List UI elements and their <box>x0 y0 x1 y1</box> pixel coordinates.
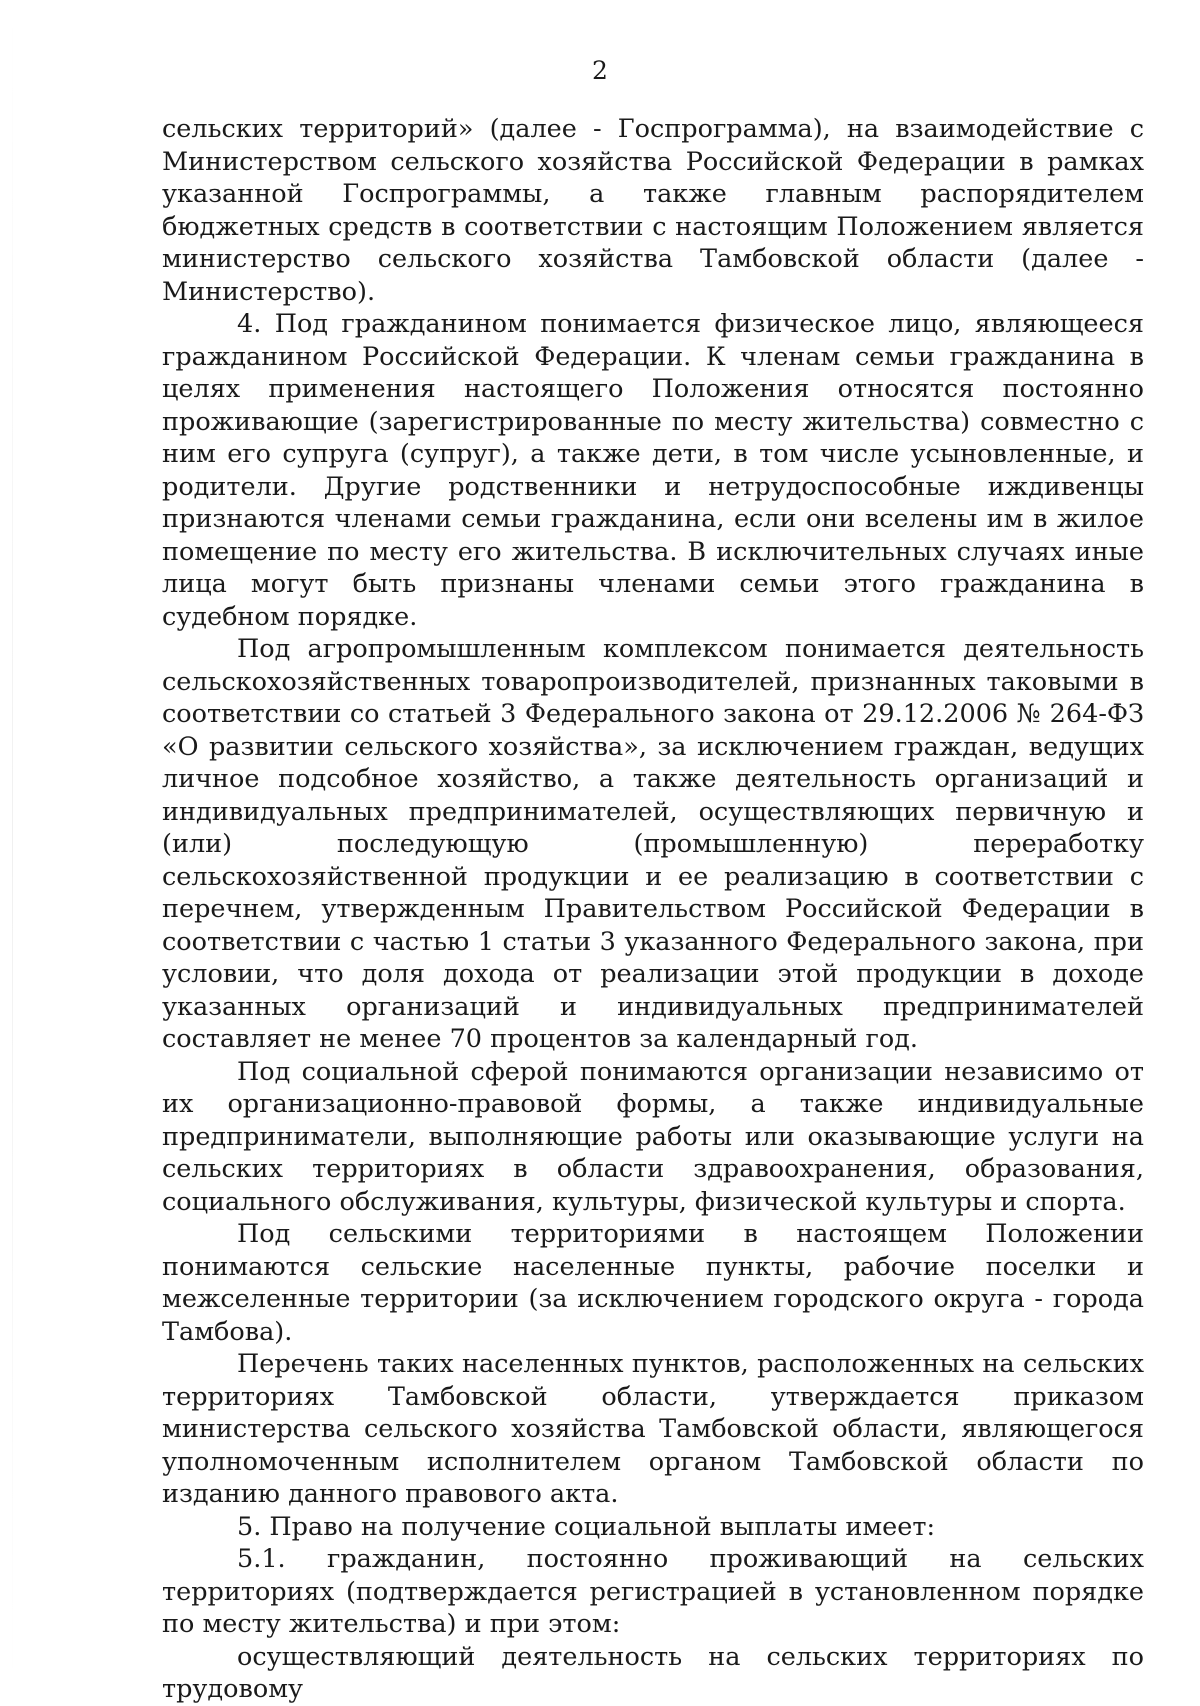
paragraph-7: 5. Право на получение социальной выплаты имеет: <box>237 1511 936 1542</box>
paragraph-9: осуществляющий деятельность на сельских территориях по трудовому <box>162 1641 1144 1704</box>
page-number: 2 <box>592 56 608 85</box>
paragraph-8: 5.1. гражданин, постоянно проживающий на сельских территориях (подтверждается регистрацией в установленном порядке по месту жительства) и при этом: <box>162 1544 1144 1639</box>
scan-edge <box>12 0 13 1697</box>
document-body <box>162 113 1144 1706</box>
paragraph-6: Перечень таких населенных пунктов, расположенных на сельских территориях Тамбовской области, утверждается приказом министерства сельского хозяйства Тамбовской области, являющегося уполномоченным исполнителем органом Тамбовской области по изданию данного правового акта. <box>162 1349 1144 1509</box>
paragraph-5: Под сельскими территориями в настоящем Положении понимаются сельские населенные пункты, рабочие поселки и межселенные территории (за исключением городского округа - города Тамбова). <box>162 1219 1144 1347</box>
paragraph-4: Под социальной сферой понимаются организации независимо от их организационно-правовой формы, а также индивидуальные предприниматели, выполняющие работы или оказывающие услуги на сельских территориях в области здравоохранения, образования, социального обслуживания, культуры, физической культуры и спорта. <box>162 1056 1144 1217</box>
paragraph-3: Под агропромышленным комплексом понимается деятельность сельскохозяйственных товаропроизводителей, признанных таковыми в соответствии со статьей 3 Федерального закона от 29.12.2006 № 264-ФЗ «О развитии сельского хозяйства», за исключением граждан, ведущих личное подсобное хозяйство, а также деятельность организаций и индивидуальных предпринимателей, осуществляющих первичную и (или) последующую (промышленную) переработку сельскохозяйственной продукции и ее реализацию в соответствии с перечнем, утвержденным Правительством Российской Федерации в соответствии с частью 1 статьи 3 указанного Федерального закона, при условии, что доля дохода от реализации этой продукции в доходе указанных организаций и индивидуальных предпринимателей составляет не менее 70 процентов за календарный год. <box>162 634 1144 1054</box>
paragraph-1: сельских территорий» (далее - Госпрограмма), на взаимодействие с Министерством сельского хозяйства Российской Федерации в рамках указанной Госпрограммы, а также главным распорядителем бюджетных средств в соответствии с настоящим Положением является министерство сельского хозяйства Тамбовской области (далее - Министерство). <box>162 114 1144 307</box>
paragraph-2: 4. Под гражданином понимается физическое лицо, являющееся гражданином Российской Федерации. К членам семьи гражданина в целях применения настоящего Положения относятся постоянно проживающие (зарегистрированные по месту жительства) совместно с ним его супруга (супруг), а также дети, в том числе усыновленные, и родители. Другие родственники и нетрудоспособные иждивенцы признаются членами семьи гражданина, если они вселены им в жилое помещение по месту его жительства. В исключительных случаях иные лица могут быть признаны членами семьи этого гражданина в судебном порядке. <box>162 309 1144 632</box>
